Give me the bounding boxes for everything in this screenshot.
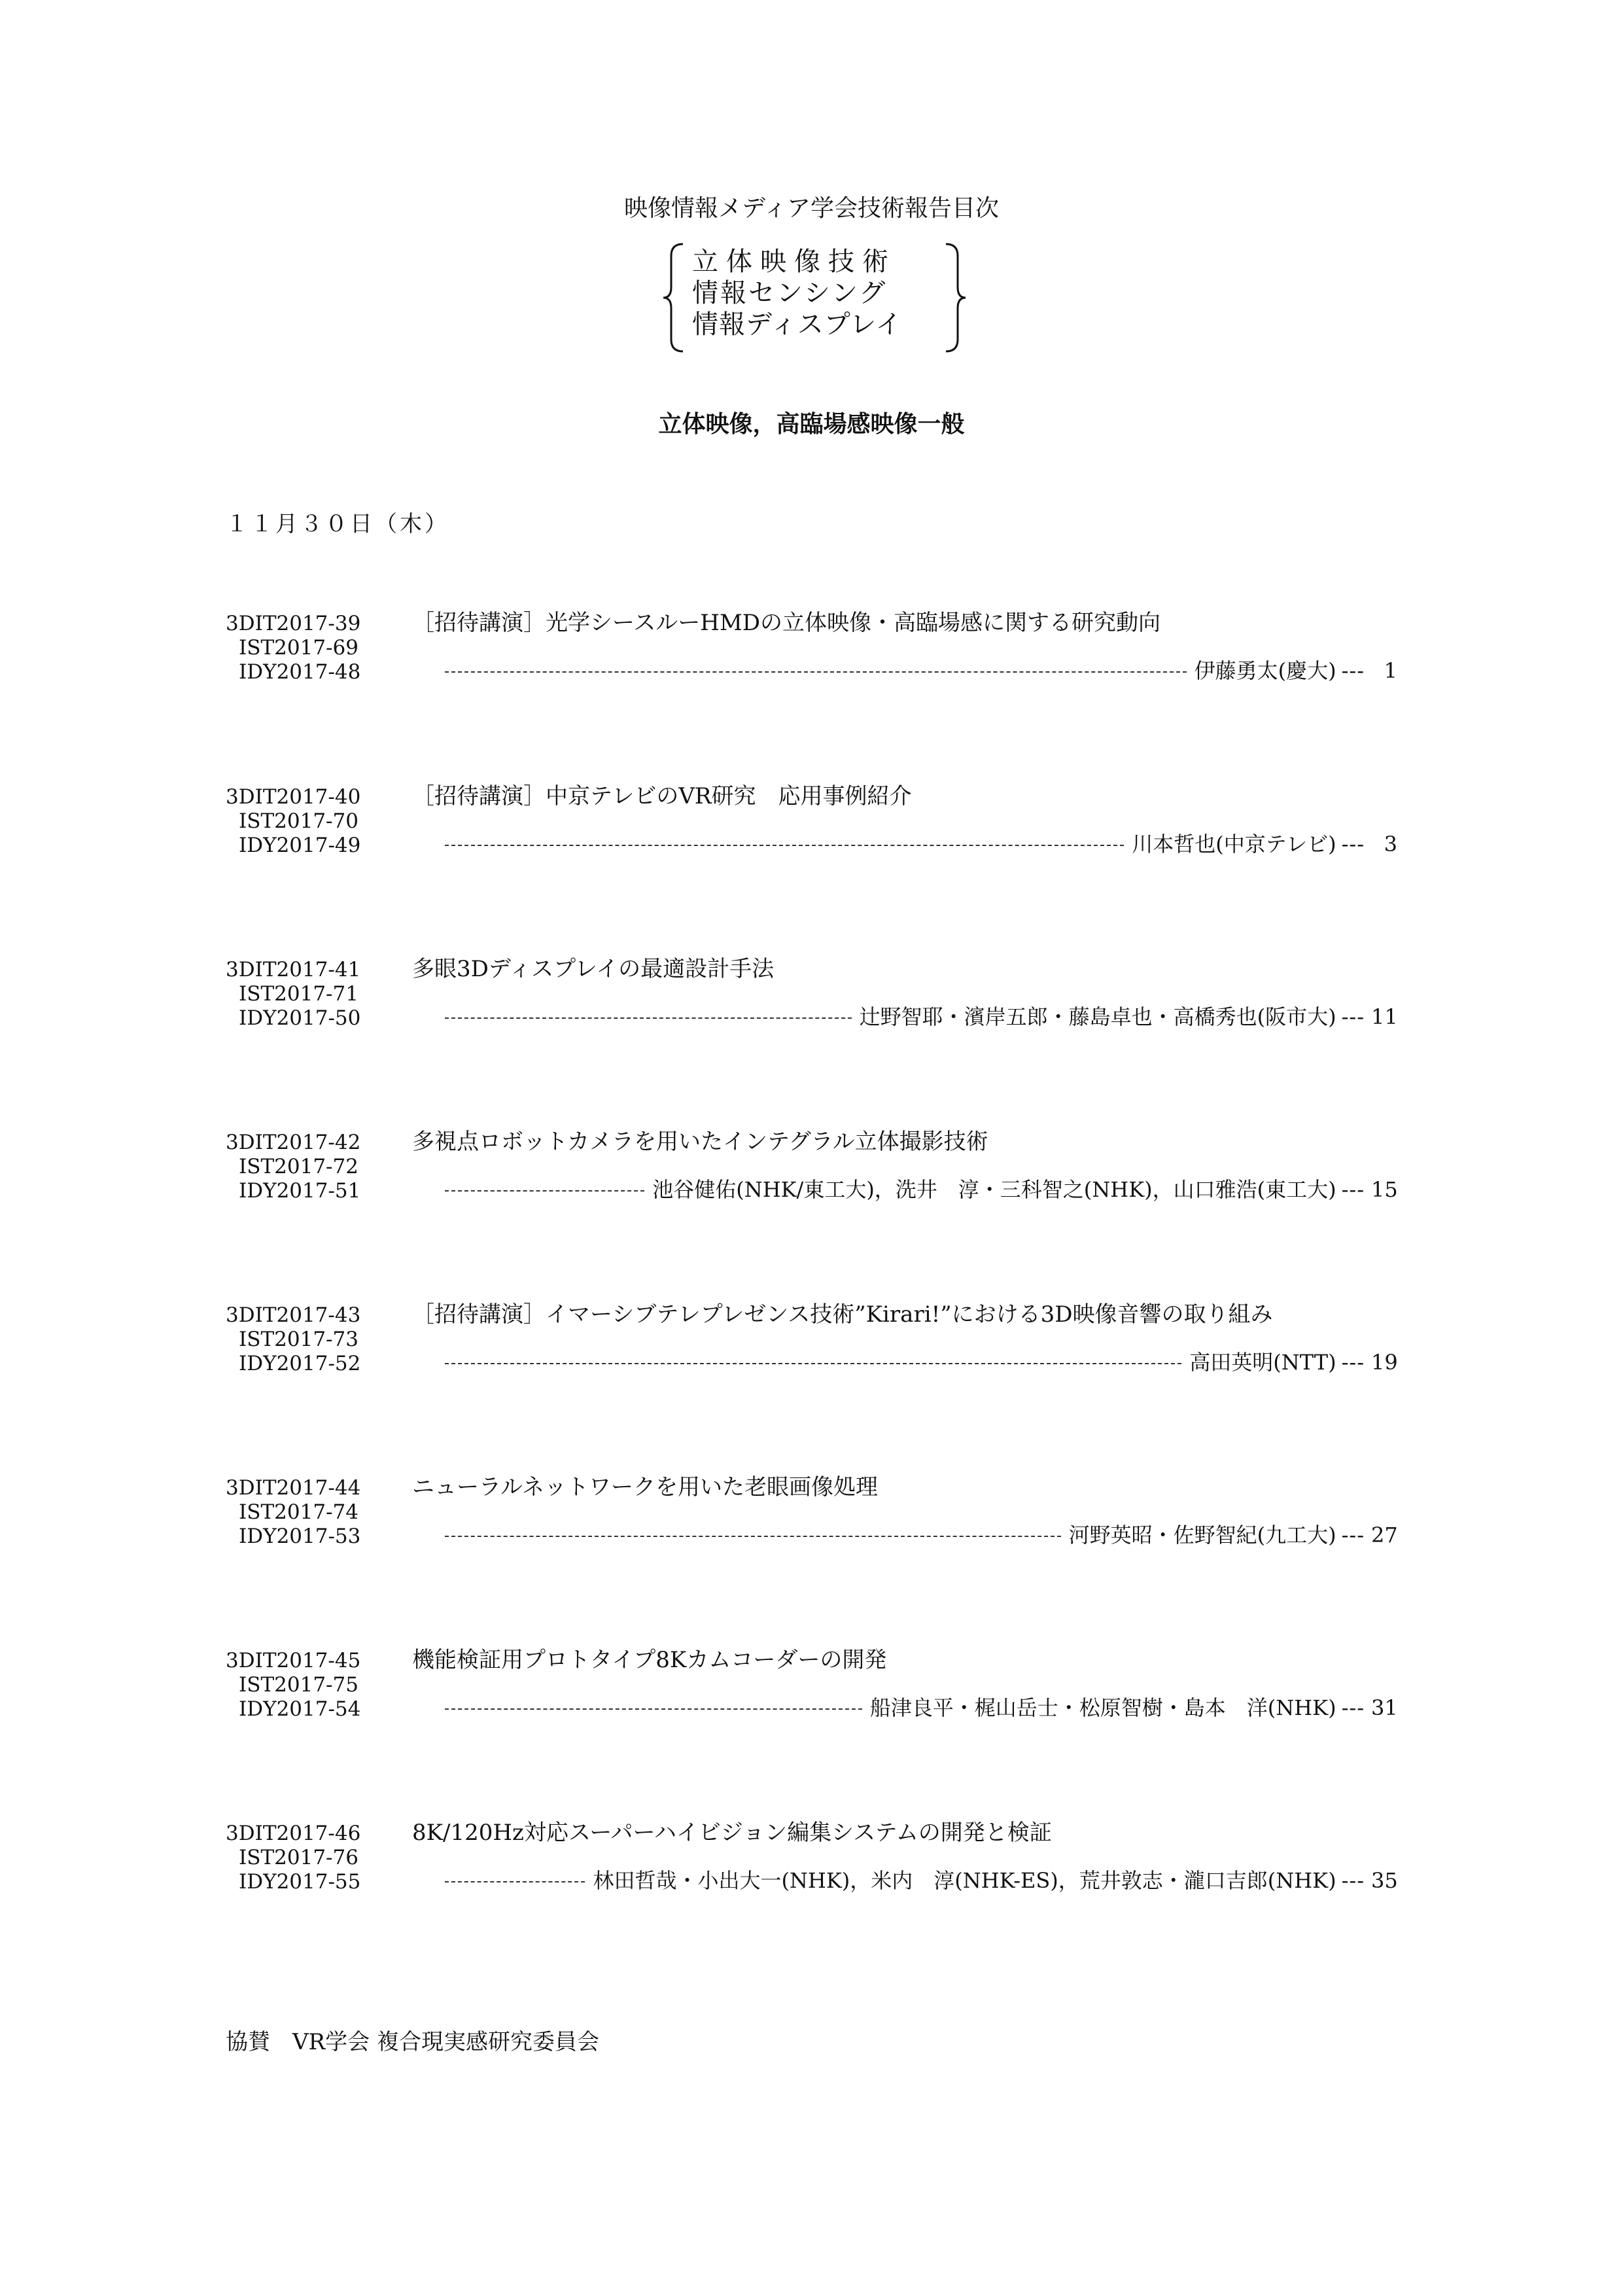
paper-code: IST2017-69	[239, 636, 358, 660]
report-header-title: 映像情報メディア学会技術報告目次	[623, 195, 1000, 222]
toc-entry	[0, 958, 1623, 1036]
trail-dashes: ---	[1341, 1695, 1365, 1720]
paper-code: 3DIT2017-42	[226, 1131, 361, 1154]
page-number: 35	[1371, 1868, 1398, 1893]
paper-code: IDY2017-49	[239, 834, 361, 857]
paper-code: 3DIT2017-40	[226, 785, 361, 809]
author-line	[445, 1176, 1397, 1203]
paper-code: IST2017-75	[239, 1673, 358, 1697]
dotted-leader	[445, 845, 1124, 846]
session-date: １１月３０日（木）	[226, 511, 449, 537]
paper-authors: 林田哲哉・小出大一(NHK)，米内 淳(NHK-ES)，荒井敦志・瀧口吉郎(NHK)	[593, 1868, 1336, 1893]
paper-code: IDY2017-52	[239, 1352, 361, 1375]
page-number: 31	[1371, 1695, 1398, 1720]
author-line	[445, 831, 1397, 857]
page-number: 3	[1384, 832, 1397, 857]
paper-code: IST2017-76	[239, 1846, 358, 1869]
subtitle-bracket-box	[661, 239, 968, 357]
paper-title: ［招待講演］光学シースルーHMDの立体映像・高臨場感に関する研究動向	[412, 610, 1161, 636]
toc-entry	[0, 1649, 1623, 1727]
subtitle-line: 情報センシング	[692, 278, 888, 308]
trail-dashes: ---	[1341, 1868, 1365, 1893]
dotted-leader	[445, 1190, 644, 1192]
paper-code: IDY2017-54	[239, 1697, 361, 1721]
author-line	[445, 1695, 1397, 1721]
page-number: 19	[1371, 1350, 1398, 1375]
author-line	[445, 1522, 1397, 1548]
trail-dashes: ---	[1341, 1177, 1365, 1202]
dotted-leader	[445, 1708, 862, 1710]
paper-code: IDY2017-51	[239, 1179, 361, 1203]
paper-authors: 船津良平・梶山岳士・松原智樹・島本 洋(NHK)	[869, 1695, 1336, 1720]
sponsor-note: 協賛 VR学会 複合現実感研究委員会	[226, 2029, 599, 2055]
paper-title: ［招待講演］イマーシブテレプレゼンス技術”Kirari!”における3D映像音響の取り組み	[412, 1301, 1273, 1328]
paper-code: IST2017-72	[239, 1155, 358, 1178]
author-line	[445, 1004, 1397, 1030]
page-number: 15	[1371, 1177, 1398, 1202]
toc-entry	[0, 785, 1623, 864]
dotted-leader	[445, 1881, 585, 1882]
toc-entry	[0, 1131, 1623, 1209]
trail-dashes: ---	[1341, 1523, 1365, 1547]
dotted-leader	[445, 1536, 1061, 1537]
trail-dashes: ---	[1341, 1350, 1365, 1375]
dotted-leader	[445, 1363, 1181, 1364]
paper-code: IST2017-73	[239, 1328, 358, 1351]
paper-title: 多視点ロボットカメラを用いたインテグラル立体撮影技術	[412, 1129, 988, 1155]
paper-code: 3DIT2017-39	[226, 612, 361, 635]
page-number: 1	[1384, 658, 1397, 683]
toc-entry	[0, 612, 1623, 690]
paper-code: IST2017-74	[239, 1500, 358, 1524]
subtitle-line: 立体映像技術	[692, 247, 896, 277]
dotted-leader	[445, 671, 1187, 673]
toc-entry	[0, 1303, 1623, 1382]
section-title: 立体映像，高臨場感映像一般	[658, 411, 965, 438]
dotted-leader	[445, 1017, 852, 1019]
author-line	[445, 658, 1397, 684]
paper-code: IST2017-70	[239, 809, 358, 833]
trail-dashes: ---	[1341, 832, 1365, 857]
paper-authors: 辻野智耶・濱岸五郎・藤島卓也・高橋秀也(阪市大)	[859, 1004, 1336, 1029]
paper-code: IDY2017-55	[239, 1870, 361, 1894]
author-line	[445, 1867, 1397, 1894]
paper-code: IDY2017-50	[239, 1006, 361, 1030]
toc-entry	[0, 1476, 1623, 1555]
paper-code: IDY2017-53	[239, 1525, 361, 1548]
paper-code: IST2017-71	[239, 982, 358, 1006]
paper-authors: 池谷健佑(NHK/東工大)，洗井 淳・三科智之(NHK)，山口雅浩(東工大)	[652, 1177, 1336, 1202]
author-line	[445, 1349, 1397, 1375]
toc-entry	[0, 1822, 1623, 1900]
paper-code: IDY2017-48	[239, 660, 361, 684]
paper-code: 3DIT2017-43	[226, 1303, 361, 1327]
page-number: 11	[1371, 1004, 1398, 1029]
trail-dashes: ---	[1341, 1004, 1365, 1029]
paper-authors: 高田英明(NTT)	[1189, 1350, 1336, 1375]
paper-code: 3DIT2017-41	[226, 958, 361, 981]
paper-title: ニューラルネットワークを用いた老眼画像処理	[412, 1474, 878, 1500]
trail-dashes: ---	[1341, 658, 1365, 683]
paper-title: ［招待講演］中京テレビのVR研究 応用事例紹介	[412, 783, 912, 809]
paper-authors: 伊藤勇太(慶大)	[1194, 658, 1336, 683]
paper-title: 多眼3Dディスプレイの最適設計手法	[412, 956, 775, 982]
subtitle-line: 情報ディスプレイ	[692, 309, 903, 340]
paper-code: 3DIT2017-44	[226, 1476, 361, 1500]
paper-authors: 河野英昭・佐野智紀(九工大)	[1068, 1523, 1336, 1547]
paper-authors: 川本哲也(中京テレビ)	[1132, 832, 1336, 857]
paper-title: 8K/120Hz対応スーパーハイビジョン編集システムの開発と検証	[412, 1820, 1052, 1846]
paper-code: 3DIT2017-45	[226, 1649, 361, 1672]
page-number: 27	[1371, 1523, 1398, 1547]
paper-code: 3DIT2017-46	[226, 1822, 361, 1845]
paper-title: 機能検証用プロトタイプ8Kカムコーダーの開発	[412, 1647, 887, 1673]
